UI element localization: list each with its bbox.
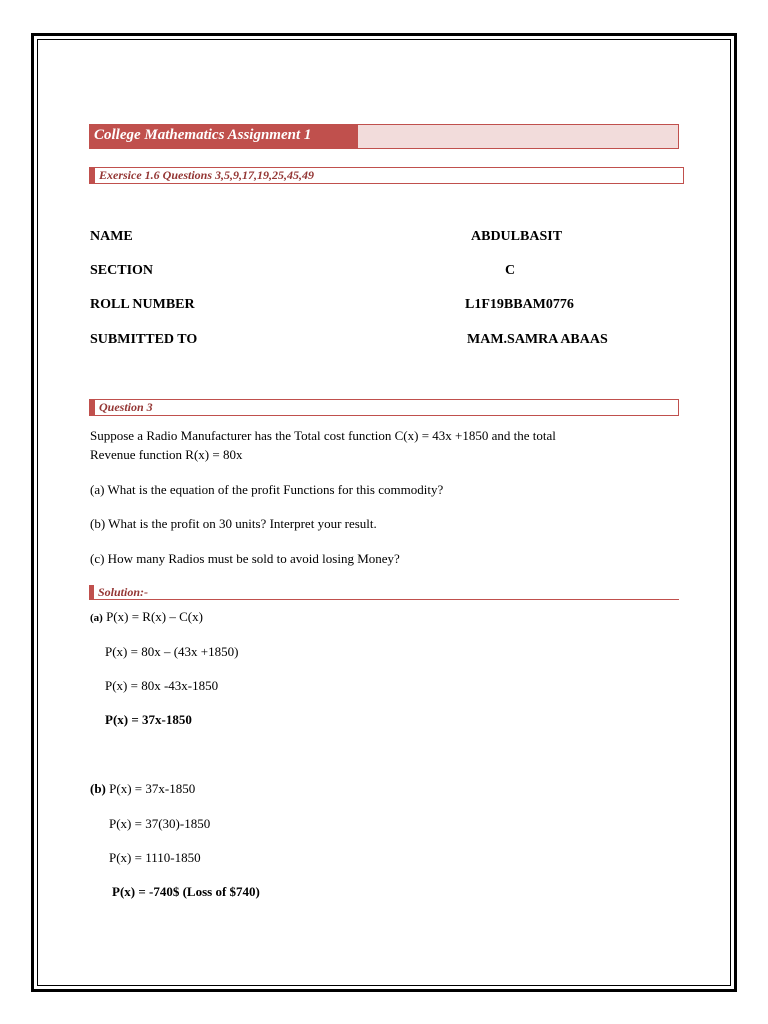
solution-b-line-1-text: P(x) = 37x-1850: [109, 781, 196, 796]
info-value-roll-number: L1F19BBAM0776: [465, 297, 574, 312]
info-value-name: ABDULBASIT: [471, 229, 563, 244]
solution-a-line-1-text: P(x) = R(x) – C(x): [106, 609, 203, 624]
question-part-a: (a) What is the equation of the profit Functions for this commodity?: [90, 482, 444, 497]
document-title: College Mathematics Assignment 1: [94, 127, 312, 143]
solution-header-bar: [89, 585, 94, 600]
solution-a-result: P(x) = 37x-1850: [105, 712, 192, 727]
info-label-section: SECTION: [90, 263, 154, 278]
question-header-text: Question 3: [99, 400, 153, 414]
solution-b-line-1: [90, 779, 195, 798]
exercise-header: [89, 167, 684, 184]
solution-header-text: Solution:-: [98, 585, 149, 599]
exercise-header-text: Exersice 1.6 Questions 3,5,9,17,19,25,45,49: [99, 168, 315, 182]
solution-b-result: P(x) = -740$ (Loss of $740): [112, 884, 260, 899]
info-value-submitted-to: MAM.SAMRA ABAAS: [467, 332, 608, 347]
solution-b-line-2: P(x) = 37(30)-1850: [109, 816, 211, 831]
solution-a-tag: (a): [90, 612, 103, 624]
solution-header: [89, 585, 679, 600]
info-value-section: C: [505, 263, 516, 278]
info-label-submitted-to: SUBMITTED TO: [90, 332, 198, 347]
solution-b-line-3: P(x) = 1110-1850: [109, 850, 201, 865]
solution-a-line-3: P(x) = 80x -43x-1850: [105, 678, 219, 693]
exercise-header-bar: [90, 167, 95, 184]
question-text-line-1: Suppose a Radio Manufacturer has the Total cost function C(x) = 43x +1850 and the total: [90, 428, 556, 443]
solution-a-line-1: [90, 607, 203, 628]
solution-a-line-2: P(x) = 80x – (43x +1850): [105, 644, 239, 659]
solution-b-tag: (b): [90, 781, 106, 796]
question-header-bar: [90, 399, 95, 416]
question-text-line-2: Revenue function R(x) = 80x: [90, 447, 243, 462]
title-banner: [89, 124, 679, 149]
question-part-b: (b) What is the profit on 30 units? Interpret your result.: [90, 516, 377, 531]
question-part-c: (c) How many Radios must be sold to avoid losing Money?: [90, 551, 400, 566]
info-label-name: NAME: [90, 229, 133, 244]
info-label-roll-number: ROLL NUMBER: [90, 297, 195, 312]
question-header: [89, 399, 679, 416]
